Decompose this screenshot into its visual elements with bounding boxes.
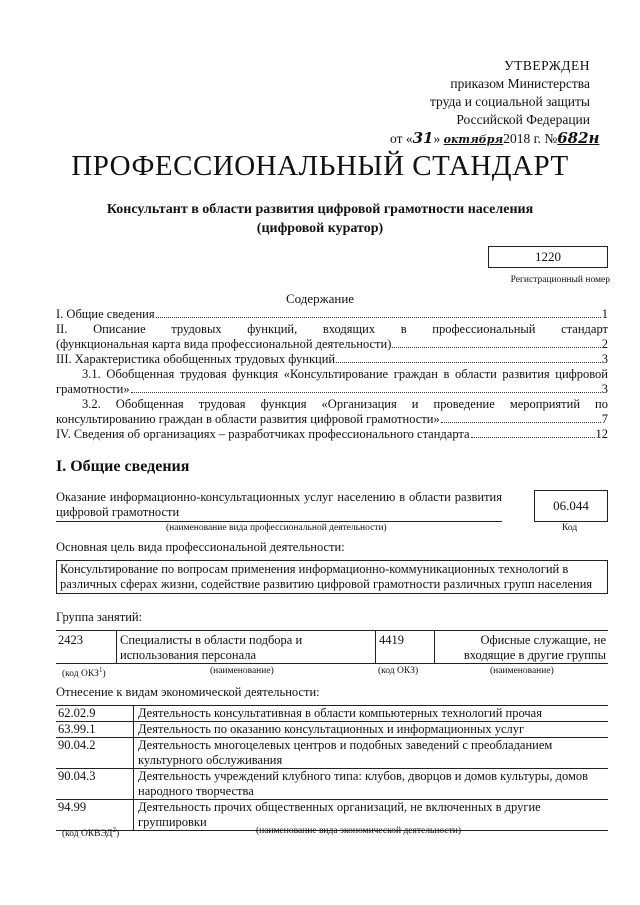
occupation-name: Офисные служащие, не входящие в другие группы: [463, 633, 606, 662]
okz-name-caption-2: (наименование): [490, 666, 554, 676]
registration-number-box: 1220: [488, 246, 608, 268]
okz-code-caption: (код ОКЗ$^1$): [62, 666, 106, 680]
occupation-label: Группа занятий:: [56, 610, 143, 624]
table-row: 90.04.3 Деятельность учреждений клубного типа: клубов, дворцов и домов культуры, домов народного творчества: [56, 769, 608, 800]
approval-date-line: от «31» октября2018 г. №682н: [390, 129, 600, 147]
okved-code-caption: (код ОКВЭД$^2$): [62, 826, 120, 840]
occupation-code: 4419: [379, 633, 404, 647]
occupation-name: Специалисты в области подбора и использования персонала: [120, 633, 303, 662]
toc-item-continued[interactable]: грамотности» 3: [56, 382, 608, 396]
contents-heading: Содержание: [285, 291, 355, 306]
toc-item[interactable]: 3.2. Обобщенная трудовая функция «Организация и проведение мероприятий по: [82, 397, 608, 411]
activity-name: Оказание информационно-консультационных услуг населению в области развития цифровой грамотности: [56, 490, 502, 522]
registration-number-label: Регистрационный номер: [510, 275, 610, 285]
table-of-contents: [56, 307, 608, 442]
code-caption: Код: [562, 523, 578, 533]
standard-name: Консультант в области развития цифровой грамотности населения (цифровой куратор): [106, 202, 534, 236]
handwritten-order-number: 682н: [557, 129, 600, 147]
occupation-table: [56, 630, 608, 664]
approval-line-2: труда и социальной защиты: [429, 94, 590, 109]
toc-item[interactable]: II. Описание трудовых функций, входящих в профессиональный стандарт: [56, 322, 608, 336]
table-row: 94.99 Деятельность прочих общественных организаций, не включенных в другие группировки: [56, 800, 608, 831]
okved-label: Отнесение к видам экономической деятельности:: [56, 685, 320, 699]
toc-item-continued[interactable]: (функциональная карта вида профессиональной деятельности) 2: [56, 337, 608, 351]
table-row: 63.99.1 Деятельность по оказанию консультационных и информационных услуг: [56, 722, 608, 738]
approval-heading: УТВЕРЖДЕН: [504, 58, 590, 73]
activity-code-box: 06.044: [534, 490, 608, 522]
section-heading: I. Общие сведения: [56, 458, 190, 475]
toc-item[interactable]: I. Общие сведения 1: [56, 307, 608, 321]
table-row: 90.04.2 Деятельность многоцелевых центров и подобных заведений с преобладанием культурного обслуживания: [56, 738, 608, 769]
toc-item[interactable]: III. Характеристика обобщенных трудовых функций 3: [56, 352, 608, 366]
toc-item[interactable]: IV. Сведения об организациях – разработчиках профессионального стандарта 12: [56, 427, 608, 441]
page-title: ПРОФЕССИОНАЛЬНЫЙ СТАНДАРТ: [71, 150, 569, 182]
okz-code-caption-2: (код ОКЗ): [378, 666, 419, 676]
handwritten-day: 31: [412, 129, 434, 147]
toc-item[interactable]: 3.1. Обобщенная трудовая функция «Консультирование граждан в области развития цифровой: [82, 367, 608, 381]
handwritten-month: октября: [443, 133, 504, 146]
table-row: 62.02.9 Деятельность консультативная в области компьютерных технологий прочая: [56, 706, 608, 722]
okved-name-caption: (наименование вида экономической деятельности): [256, 826, 461, 836]
occupation-code: 2423: [58, 633, 83, 647]
activity-caption: (наименование вида профессиональной деятельности): [166, 523, 387, 533]
approval-line-3: Российской Федерации: [456, 112, 590, 127]
approval-block: [390, 57, 600, 149]
approval-line-1: приказом Министерства: [450, 76, 590, 91]
toc-item-continued[interactable]: консультированию граждан в области развития цифровой грамотности» 7: [56, 412, 608, 426]
goal-label: Основная цель вида профессиональной деятельности:: [56, 540, 345, 554]
okz-name-caption: (наименование): [210, 666, 274, 676]
goal-text: Консультирование по вопросам применения информационно-коммуникационных технологий в различных сферах жизни, содействие развитию цифровой грамотности различных групп населения: [56, 560, 608, 594]
okved-table: [56, 705, 608, 831]
